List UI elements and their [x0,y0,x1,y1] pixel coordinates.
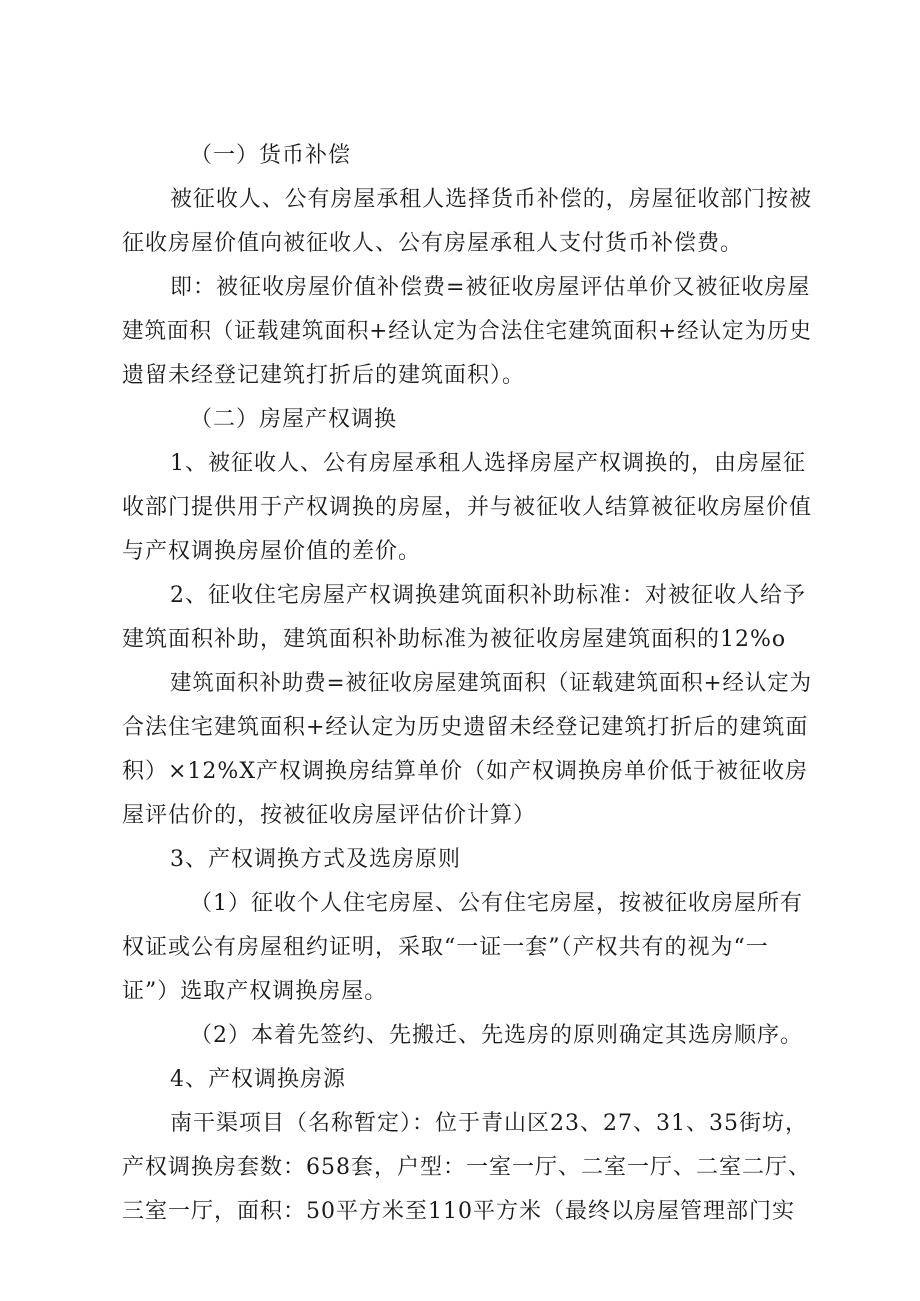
paragraph-line: （1）征收个人住宅房屋、公有住宅房屋，按被征收房屋所有 [190,891,803,916]
subheading-exchange-method: 3、产权调换方式及选房原则 [170,847,461,872]
paragraph-line: 被征收人、公有房屋承租人选择货币补偿的，房屋征收部门按被 [170,187,813,212]
paragraph-line: （2）本着先签约、先搬迁、先选房的原则确定其选房顺序。 [190,1023,803,1048]
paragraph-line: 三室一厅，面积：50平方米至110平方米（最终以房屋管理部门实 [122,1199,795,1224]
paragraph-line: 遗留未经登记建筑打折后的建筑面积）。 [122,363,526,388]
paragraph-line: 1、被征收人、公有房屋承租人选择房屋产权调换的，由房屋征 [170,451,806,476]
paragraph-line: 建筑面积补助费=被征收房屋建筑面积（证载建筑面积+经认定为 [170,671,812,696]
subheading-housing-source: 4、产权调换房源 [170,1067,346,1092]
paragraph-line: 建筑面积补助，建筑面积补助标准为被征收房屋建筑面积的12%o [122,627,787,652]
section-heading-monetary-compensation: （一）货币补偿 [190,143,352,168]
paragraph-line: 积）×12%X产权调换房结算单价（如产权调换房单价低于被征收房 [122,759,808,784]
paragraph-line: 屋评估价的，按被征收房屋评估价计算） [122,803,537,828]
paragraph-line: 即：被征收房屋价值补偿费=被征收房屋评估单价又被征收房屋 [170,275,811,300]
paragraph-line: 证”）选取产权调换房屋。 [122,979,388,1004]
paragraph-line: 南干渠项目（名称暂定）：位于青山区23、27、31、35街坊， [170,1111,808,1136]
section-heading-property-exchange: （二）房屋产权调换 [190,407,398,432]
paragraph-line: 与产权调换房屋价值的差价。 [122,539,422,564]
paragraph-line: 权证或公有房屋租约证明，采取“一证一套”（产权共有的视为“一 [122,935,769,960]
paragraph-line: 建筑面积（证载建筑面积+经认定为合法住宅建筑面积+经认定为历史 [122,319,812,344]
paragraph-line: 2、征收住宅房屋产权调换建筑面积补助标准：对被征收人给予 [170,583,806,608]
paragraph-line: 征收房屋价值向被征收人、公有房屋承租人支付货币补偿费。 [122,231,744,256]
paragraph-line: 合法住宅建筑面积+经认定为历史遗留未经登记建筑打折后的建筑面 [122,715,809,740]
paragraph-line: 收部门提供用于产权调换的房屋，并与被征收人结算被征收房屋价值 [122,495,813,520]
paragraph-line: 产权调换房套数：658套，户型：一室一厅、二室一厅、二室二厅、 [122,1155,811,1180]
